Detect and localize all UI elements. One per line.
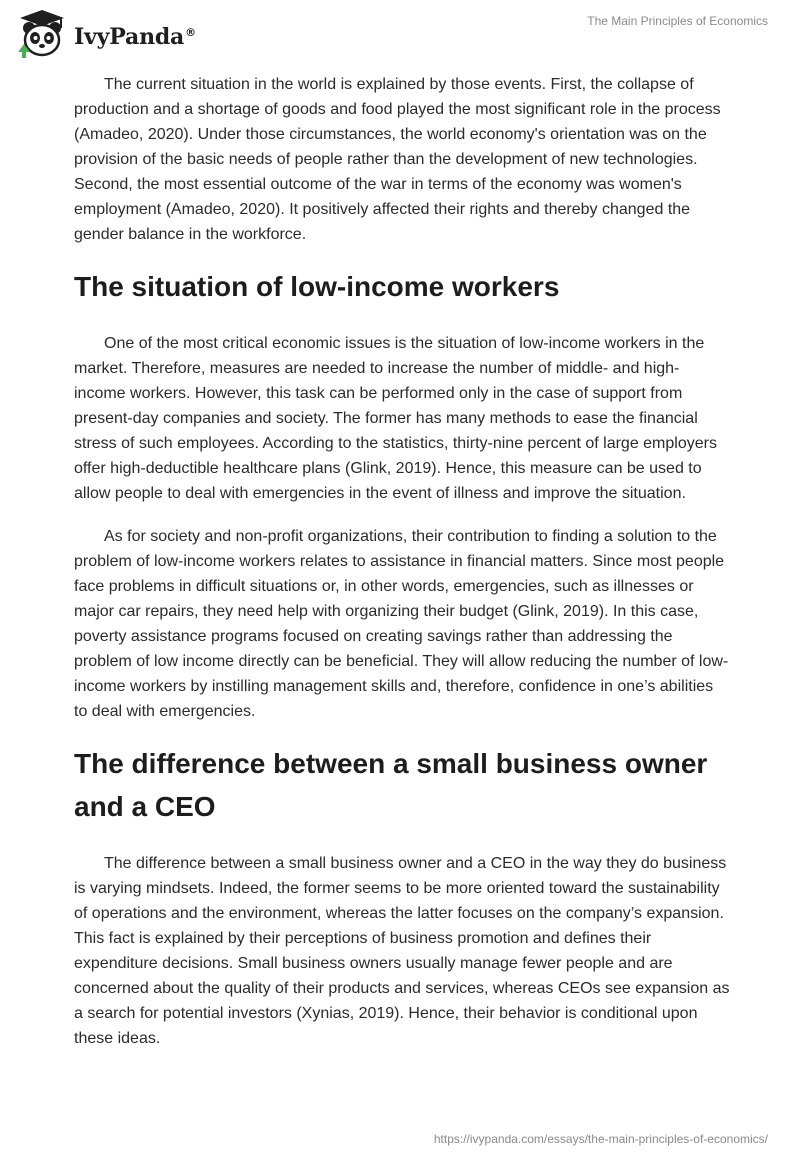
paragraph-4: The difference between a small business owner and a CEO in the way they do business is varying mindsets. Indeed, the former seems to be more oriented toward the sustainability of operations and the environment, whereas the latter focuses on the company’s expansion. This fact is explained by their perceptions of business promotion and defines their expenditure decisions. Small business owners usually manage fewer people and are concerned about the quality of their products and services, whereas CEOs see expansion as a search for potential investors (Xynias, 2019). Hence, their behavior is conditional upon these ideas.	[74, 855, 730, 1047]
brand-name	[74, 24, 196, 50]
paragraph-3: As for society and non-profit organizations, their contribution to finding a solution to the problem of low-income workers relates to assistance in financial matters. Since most people face problems in difficult situations or, in other words, emergencies, such as illnesses or major car repairs, they need help with organizing their budget (Glink, 2019). In this case, poverty assistance programs focused on creating savings rather than addressing the problem of low income directly can be beneficial. They will allow reducing the number of low-income workers by instilling management skills and, therefore, confidence in one’s abilities to deal with emergencies.	[74, 528, 729, 720]
document-title: The Main Principles of Economics	[587, 14, 768, 28]
registered-mark: ®	[185, 25, 196, 39]
panda-logo-icon	[14, 8, 70, 60]
brand-name-text: IvyPanda	[74, 24, 185, 50]
paragraph-1: The current situation in the world is explained by those events. First, the collapse of production and a shortage of goods and food played the most significant role in the process (Amadeo, 2020). Under those circumstances, the world economy's orientation was on the provision of the basic needs of people rather than the development of new technologies. Second, the most essential outcome of the war in terms of the economy was women's employment (Amadeo, 2020). It positively affected their rights and thereby changed the gender balance in the workforce.	[74, 76, 721, 243]
brand-logo[interactable]	[14, 8, 196, 60]
article-body	[74, 72, 730, 1069]
heading-low-income-workers: The situation of low-income workers	[74, 271, 560, 302]
page-header	[0, 0, 800, 70]
paragraph-2: One of the most critical economic issues is the situation of low-income workers in the market. Therefore, measures are needed to increase the number of middle- and high-income workers. However, this task can be performed only in the case of support from present-day companies and society. The former has many methods to ease the financial stress of such employees. According to the statistics, thirty-nine percent of large employers offer high-deductible healthcare plans (Glink, 2019). Hence, this measure can be used to allow people to deal with emergencies in the event of illness and improve the situation.	[74, 335, 717, 502]
heading-small-business-vs-ceo: The difference between a small business owner and a CEO	[74, 748, 708, 822]
source-url[interactable]: https://ivypanda.com/essays/the-main-principles-of-economics/	[433, 1132, 768, 1146]
